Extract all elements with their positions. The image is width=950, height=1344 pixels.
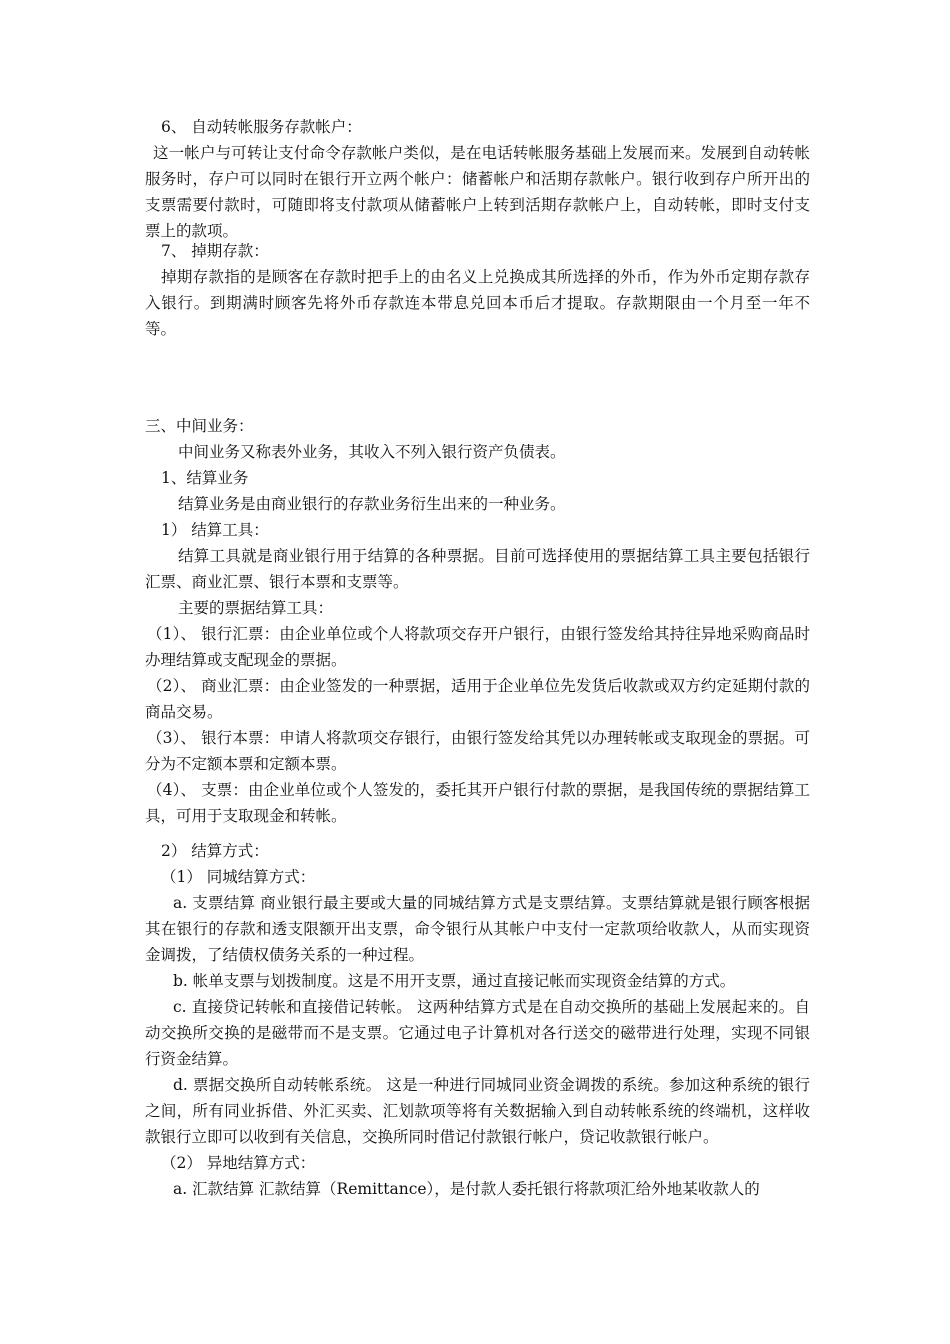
local-settlement-item: d. 票据交换所自动转帐系统。 这是一种进行同城同业资金调拨的系统。参加这种系统的银行之间，所有同业拆借、外汇买卖、汇划款项等将有关数据输入到自动转帐系统的终端机，这样收款银行立即可以收到有关信息，交换所同时借记付款银行帐户，贷记收款银行帐户。 [145, 1076, 810, 1146]
section-3 [145, 413, 810, 829]
section-6-heading: 6、 自动转帐服务存款帐户： [161, 118, 362, 136]
tool-item: （2）、 商业汇票：由企业签发的一种票据，适用于企业单位先发货后收款或双方约定延期付款的商品交易。 [145, 677, 810, 721]
remote-settlement-item: a. 汇款结算 汇款结算（Remittance），是付款人委托银行将款项汇给外地某收款人的 [173, 1180, 760, 1198]
section-6-body: 这一帐户与可转让支付命令存款帐户类似，是在电话转帐服务基础上发展而来。发展到自动转帐服务时，存户可以同时在银行开立两个帐户：储蓄帐户和活期存款帐户。银行收到存户所开出的支票需要付款时，可随即将支付款项从储蓄帐户上转到活期存款帐户上，自动转帐，即时支付支票上的款项。 [145, 144, 810, 240]
section-7-heading: 7、 掉期存款： [161, 242, 269, 260]
section-7 [145, 238, 810, 342]
settlement-methods [145, 838, 810, 1202]
settlement-heading: 1、结算业务 [161, 469, 249, 487]
methods-heading: 2） 结算方式： [161, 842, 269, 860]
local-settlement-heading: （1） 同城结算方式： [161, 868, 316, 886]
local-settlement-item: b. 帐单支票与划拨制度。这是不用开支票，通过直接记帐而实现资金结算的方式。 [173, 972, 736, 990]
tools-subheading: 主要的票据结算工具： [178, 599, 334, 617]
remote-settlement-heading: （2） 异地结算方式： [161, 1154, 316, 1172]
section-3-heading: 三、中间业务： [145, 417, 254, 435]
section-6 [145, 114, 810, 244]
settlement-intro: 结算业务是由商业银行的存款业务衍生出来的一种业务。 [178, 495, 566, 513]
local-settlement-item: c. 直接贷记转帐和直接借记转帐。 这两种结算方式是在自动交换所的基础上发展起来的。自动交换所交换的是磁带而不是支票。它通过电子计算机对各行送交的磁带进行处理，实现不同银行资金结算。 [145, 998, 810, 1068]
local-settlement-item: a. 支票结算 商业银行最主要或大量的同城结算方式是支票结算。支票结算就是银行顾客根据其在银行的存款和透支限额开出支票，命令银行从其帐户中支付一定款项给收款人，从而实现资金调拨，了结债权债务关系的一种过程。 [145, 894, 810, 964]
tools-intro: 结算工具就是商业银行用于结算的各种票据。目前可选择使用的票据结算工具主要包括银行汇票、商业汇票、银行本票和支票等。 [145, 547, 810, 591]
tool-item: （1）、 银行汇票：由企业单位或个人将款项交存开户银行，由银行签发给其持往异地采购商品时办理结算或支配现金的票据。 [145, 625, 810, 669]
tools-heading: 1） 结算工具： [161, 521, 269, 539]
section-3-intro: 中间业务又称表外业务，其收入不列入银行资产负债表。 [178, 443, 566, 461]
tool-item: （3）、 银行本票：申请人将款项交存银行，由银行签发给其凭以办理转帐或支取现金的票据。可分为不定额本票和定额本票。 [145, 729, 810, 773]
section-7-body: 掉期存款指的是顾客在存款时把手上的由名义上兑换成其所选择的外币，作为外币定期存款存入银行。到期满时顾客先将外币存款连本带息兑回本币后才提取。存款期限由一个月至一年不等。 [145, 268, 810, 338]
tool-item: （4）、 支票：由企业单位或个人签发的，委托其开户银行付款的票据，是我国传统的票据结算工具，可用于支取现金和转帐。 [145, 781, 810, 825]
